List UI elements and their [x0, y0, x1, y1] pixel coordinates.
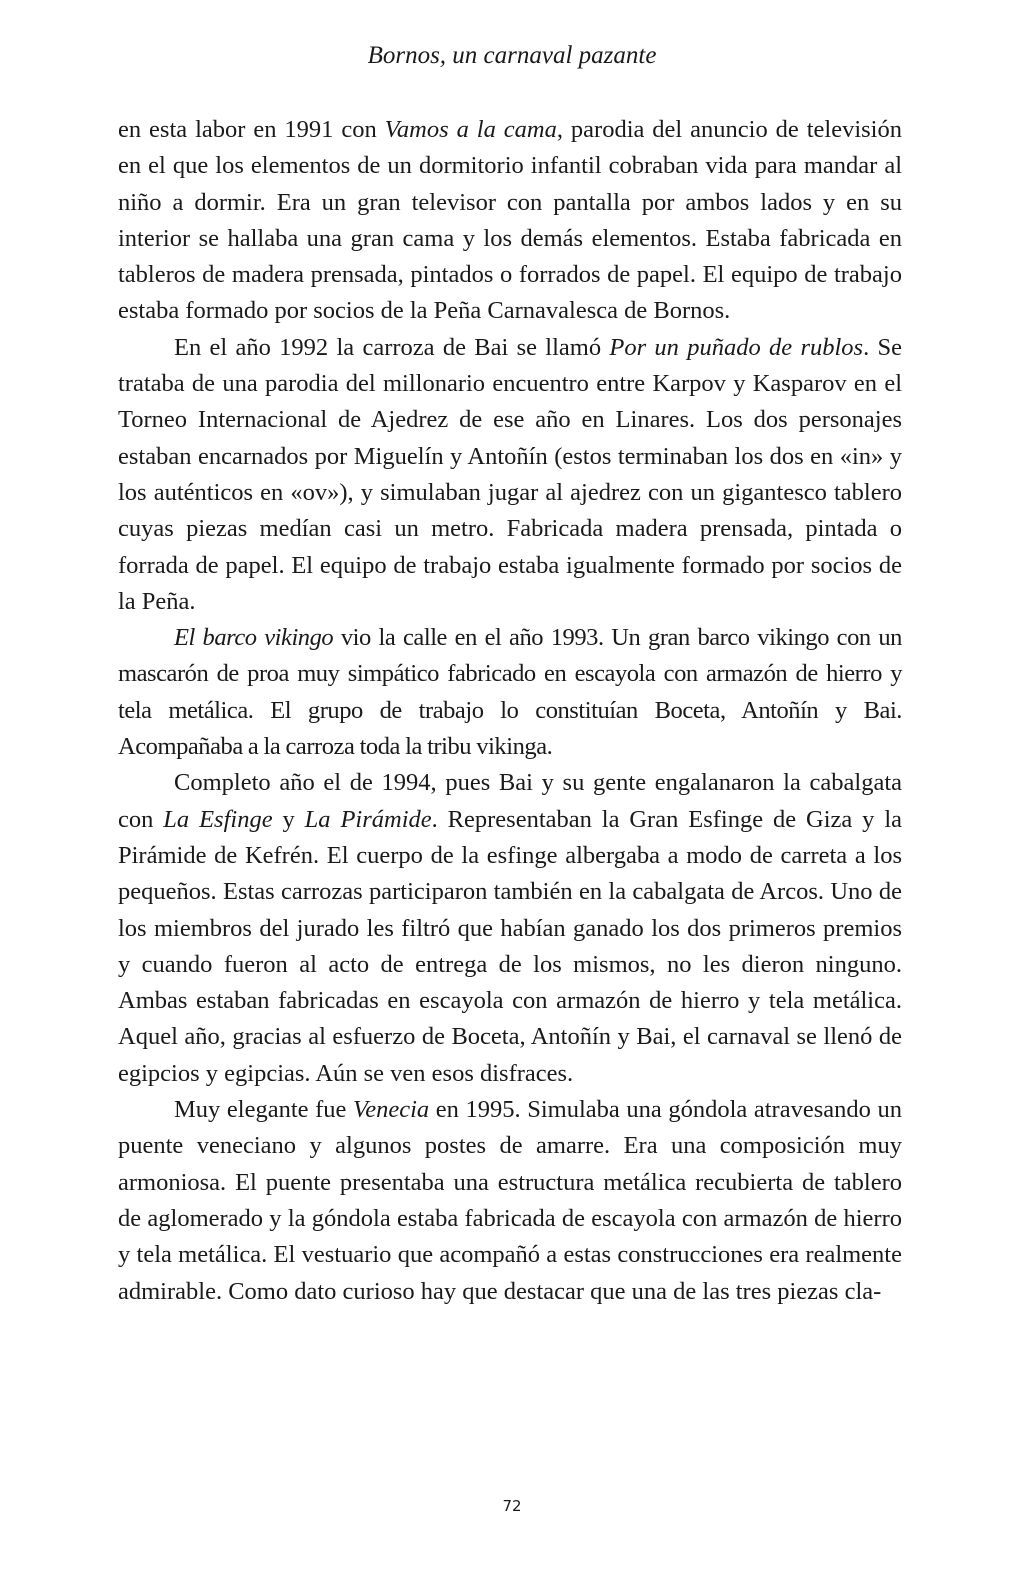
text-run: Completo año el de 1994, pues Bai y su gente engalanaron la cabalgata con [118, 769, 902, 833]
paragraph-5 [118, 1092, 902, 1310]
text-run: y [272, 805, 305, 833]
italic-title: La Esfinge [163, 805, 273, 833]
italic-title: Por un puñado de rublos [609, 333, 864, 361]
text-run: Muy elegante fue [174, 1096, 353, 1124]
italic-title: Vamos a la cama [384, 116, 557, 143]
text-run: . Se trataba de una parodia del millonario encuentro entre Karpov y Kasparov en el Torneo Internacional de Ajedrez de ese año en Linares. Los dos personajes estaban encarnados por Miguelín y Antoñín (estos terminaban los dos en «in» y los auténticos en «ov»), y simulaban jugar al ajedrez con un gigantesco tablero cuyas piezas medían casi un metro. Fabricada madera prensada, pintada o forrada de papel. El equipo de trabajo estaba igualmente formado por socios de la Peña. [118, 333, 903, 615]
page-number: 72 [502, 1497, 522, 1515]
paragraph-2 [118, 330, 902, 620]
paragraph-4 [118, 765, 902, 1092]
text-run: , parodia del anuncio de televisión en el que los elementos de un dormitorio infantil cobraban vida para mandar al niño a dormir. Era un gran televisor con pantalla por ambos lados y en su interior se hallaba una gran cama y los demás elementos. Estaba fabricada en tableros de madera prensada, pintados o forrados de papel. El equipo de trabajo estaba formado por socios de la Peña Carnavalesca de Bornos. [118, 116, 902, 325]
text-run: en 1995. Simulaba una góndola atravesando un puente veneciano y algunos postes de amarre. Era una composición muy armoniosa. El puente presentaba una estructura metálica recubierta de tablero de aglomerado y la góndola estaba fabricada de escayola con armazón de hierro y tela metálica. El vestuario que acompañó a estas construcciones era realmente admirable. Como dato curioso hay que destacar que una de las tres piezas cla- [118, 1096, 902, 1305]
paragraph-1 [118, 112, 902, 330]
text-run: . Representaban la Gran Esfinge de Giza y la Pirámide de Kefrén. El cuerpo de la esfinge albergaba a modo de carreta a los pequeños. Estas carrozas participaron también en la cabalgata de Arcos. Uno de los miembros del jurado les filtró que habían ganado los dos primeros premios y cuando fueron al acto de entrega de los mismos, no les dieron ninguno. Ambas estaban fabricadas en escayola con armazón de hierro y tela metálica. Aquel año, gracias al esfuerzo de Boceta, Antoñín y Bai, el carnaval se llenó de egipcios y egipcias. Aún se ven esos disfraces. [118, 805, 903, 1087]
text-run: En el año 1992 la carroza de Bai se llamó [174, 333, 610, 361]
text-run: vio la calle en el año 1993. Un gran barco vikingo con un mascarón de proa muy simpático fabricado en escayola con armazón de hierro y tela metálica. El grupo de trabajo lo constituían Boceta, Antoñín y Bai. Acompañaba a la carroza toda la tribu vikinga. [118, 624, 902, 761]
paragraph-3 [118, 620, 902, 765]
italic-title: La Pirámide [304, 805, 432, 833]
running-header: Bornos, un carnaval pazante [367, 42, 657, 69]
body-text [118, 112, 902, 1310]
italic-title: El barco vikingo [174, 624, 334, 652]
text-run: en esta labor en 1991 con [118, 116, 385, 143]
italic-title: Venecia [352, 1096, 430, 1124]
